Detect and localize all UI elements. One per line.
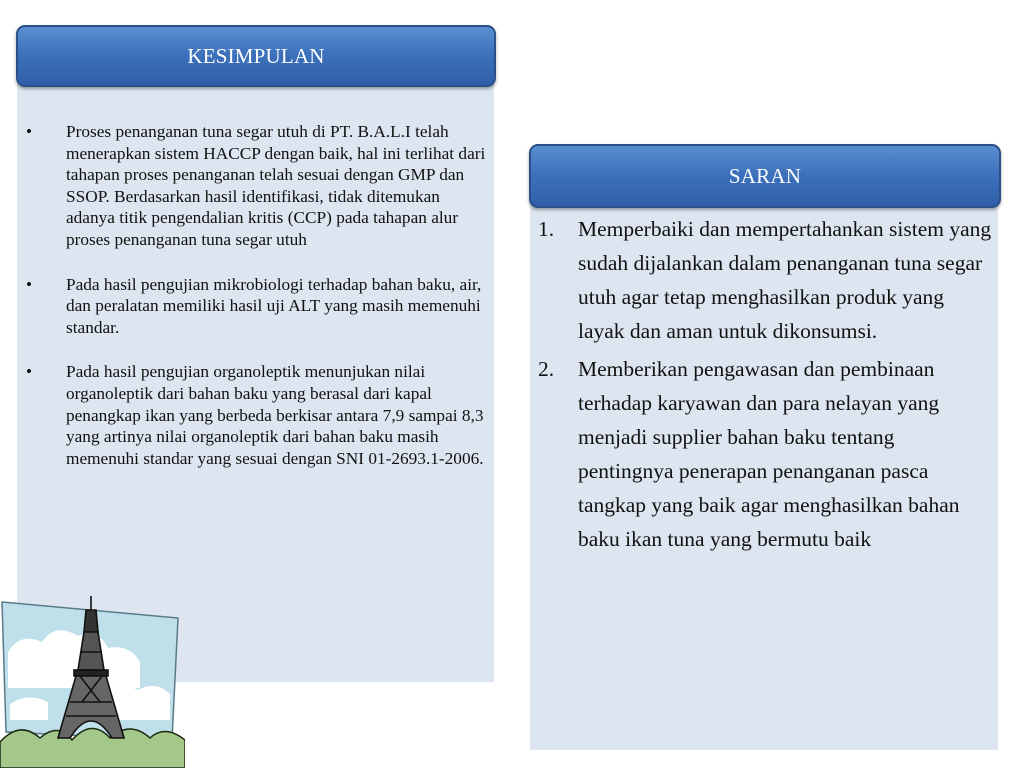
kesimpulan-list bbox=[26, 121, 486, 492]
bullet-icon: • bbox=[26, 274, 33, 294]
saran-list bbox=[538, 212, 993, 560]
eiffel-tower-icon bbox=[0, 592, 185, 768]
kesimpulan-item-text: Pada hasil pengujian mikrobiologi terhadap bahan baku, air, dan peralatan memiliki hasil uji ALT yang masih memenuhi standar. bbox=[66, 274, 482, 337]
saran-item-text: Memperbaiki dan mempertahankan sistem yang sudah dijalankan dalam penanganan tuna segar utuh agar tetap menghasilkan produk yang layak dan aman untuk dikonsumsi. bbox=[578, 217, 992, 343]
saran-item bbox=[538, 352, 993, 556]
saran-title: SARAN bbox=[728, 163, 802, 188]
saran-item-number: 2. bbox=[538, 357, 555, 381]
kesimpulan-item bbox=[26, 361, 486, 469]
kesimpulan-header bbox=[16, 25, 496, 87]
kesimpulan-item bbox=[26, 274, 486, 339]
saran-item bbox=[538, 212, 993, 348]
saran-item-text: Memberikan pengawasan dan pembinaan terhadap karyawan dan para nelayan yang menjadi supplier bahan baku tentang pentingnya penerapan penanganan pasca tangkap yang baik agar menghasilkan bahan baku ikan tuna yang bermutu baik bbox=[578, 357, 960, 551]
bullet-icon: • bbox=[26, 122, 33, 141]
kesimpulan-item bbox=[26, 121, 486, 251]
kesimpulan-title: KESIMPULAN bbox=[187, 43, 325, 68]
saran-header bbox=[529, 144, 1001, 208]
kesimpulan-item-text: Proses penanganan tuna segar utuh di PT. B.A.L.I telah menerapkan sistem HACCP dengan baik, hal ini terlihat dari tahapan proses penanganan telah sesuai dengan GMP dan SSOP. Berdasarkan hasil identifikasi, tidak ditemukan adanya titik pengendalian kritis (CCP) pada tahapan alur proses penanganan tuna segar utuh bbox=[66, 122, 486, 249]
kesimpulan-item-text: Pada hasil pengujian organoleptik menunjukan nilai organoleptik dari bahan baku yang berasal dari kapal penangkap ikan yang berbeda berkisar antara 7,9 sampai 8,3 yang artinya nilai organoleptik dari bahan baku masih memenuhi standar yang sesuai dengan SNI 01-2693.1-2006. bbox=[66, 362, 484, 468]
saran-item-number: 1. bbox=[538, 217, 555, 241]
bullet-icon: • bbox=[26, 362, 33, 382]
